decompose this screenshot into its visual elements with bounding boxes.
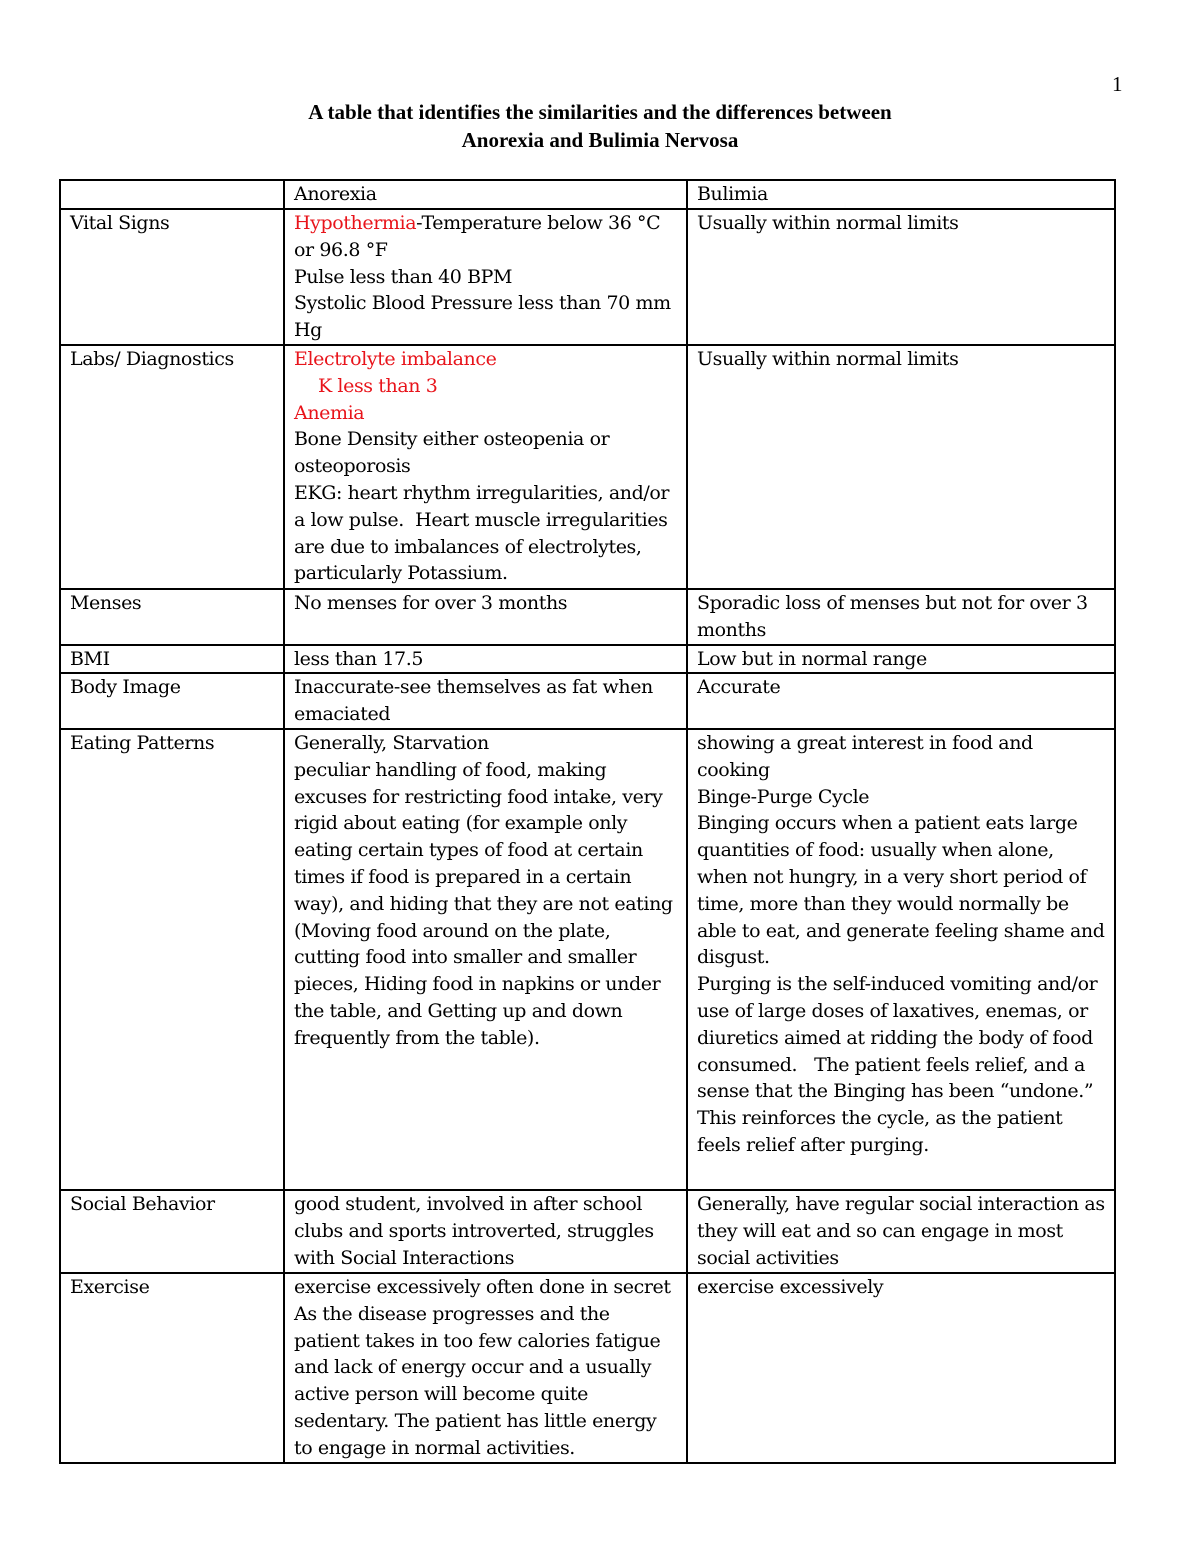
anorexia-cell — [284, 209, 687, 345]
bulimia-cell: exercise excessively — [687, 1273, 1115, 1463]
blood-pressure-text: Systolic Blood Pressure less than 70 mm Hg — [294, 292, 677, 342]
binging-text: Binging occurs when a patient eats large quantities of food: usually when alone, when not hungry, in a very short period of time, more than they would normally be able to eat, and generate feeling shame and disgust. — [697, 812, 1111, 969]
anorexia-cell: less than 17.5 — [284, 645, 687, 674]
eating-detail-text: peculiar handling of food, making excuses for restricting food intake, very rigid about eating (for example only eating certain types of food at certain times if food is prepared in a certain way), and hiding that they are not eating (Moving food around on the plate, cutting food into smaller and smaller pieces, Hiding food in napkins or under the table, and Getting up and down frequently from the table). — [294, 758, 679, 1049]
row-label: Exercise — [60, 1273, 284, 1463]
row-vital-signs — [60, 209, 1115, 345]
electrolyte-highlight: Electrolyte imbalance — [294, 348, 497, 370]
row-body-image — [60, 673, 1115, 729]
bulimia-cell: Usually within normal limits — [687, 345, 1115, 589]
row-label: Labs/ Diagnostics — [60, 345, 284, 589]
row-label: Eating Patterns — [60, 729, 284, 1190]
bulimia-cell: Usually within normal limits — [687, 209, 1115, 345]
title-line-1: A table that identifies the similarities and the differences between — [308, 100, 892, 124]
row-label: Body Image — [60, 673, 284, 729]
row-social-behavior — [60, 1190, 1115, 1273]
anemia-highlight: Anemia — [294, 401, 365, 424]
row-menses — [60, 589, 1115, 645]
document-title — [0, 98, 1200, 154]
exercise-secret-text: exercise excessively often done in secret — [294, 1275, 671, 1298]
pulse-text: Pulse less than 40 BPM — [294, 265, 513, 288]
hypothermia-highlight: Hypothermia — [294, 212, 417, 234]
anorexia-cell — [284, 345, 687, 589]
food-interest-text: showing a great interest in food and cooking — [697, 731, 1039, 781]
anorexia-cell — [284, 1273, 687, 1463]
comparison-table — [59, 179, 1116, 1464]
row-label: BMI — [60, 645, 284, 674]
vital-temp-text — [294, 210, 678, 264]
anorexia-cell: No menses for over 3 months — [284, 589, 687, 645]
row-labs-diagnostics — [60, 345, 1115, 589]
title-line-2: Anorexia and Bulimia Nervosa — [461, 128, 739, 152]
row-label: Menses — [60, 589, 284, 645]
header-bulimia: Bulimia — [687, 180, 1115, 209]
purging-text: Purging is the self-induced vomiting and/or use of large doses of laxatives, enemas, or diuretics aimed at ridding the body of food consumed. The patient feels relief, and a sense that the Binging has been “undone.” This reinforces the cycle, as the patient feels relief after purging. — [697, 973, 1105, 1156]
potassium-highlight: K less than 3 — [318, 374, 438, 397]
binge-purge-text: Binge-Purge Cycle — [697, 785, 870, 808]
bulimia-cell: Accurate — [687, 673, 1115, 729]
anorexia-cell: good student, involved in after school clubs and sports introverted, struggles with Social Interactions — [284, 1190, 687, 1273]
row-label: Social Behavior — [60, 1190, 284, 1273]
temperature-text: -Temperature below 36 °C or 96.8 °F — [294, 212, 661, 261]
header-blank-cell — [60, 180, 284, 209]
bulimia-cell: Generally, have regular social interaction as they will eat and so can engage in most social activities — [687, 1190, 1115, 1273]
page-number: 1 — [1112, 72, 1123, 96]
anorexia-cell — [284, 729, 687, 1190]
exercise-detail-text: As the disease progresses and the patient takes in too few calories fatigue and lack of energy occur and a usually active person will become quite sedentary. The patient has little energy to engage in normal activities. — [294, 1302, 666, 1459]
ekg-text: EKG: heart rhythm irregularities, and/or a low pulse. Heart muscle irregularities are due to imbalances of electrolytes, particularly Potassium. — [294, 481, 675, 585]
row-bmi — [60, 645, 1115, 674]
bone-density-text: Bone Density either osteopenia or osteoporosis — [294, 428, 615, 478]
bulimia-cell: Low but in normal range — [687, 645, 1115, 674]
bulimia-cell — [687, 729, 1115, 1190]
table-header-row — [60, 180, 1115, 209]
bulimia-cell: Sporadic loss of menses but not for over 3 months — [687, 589, 1115, 645]
anorexia-cell: Inaccurate-see themselves as fat when emaciated — [284, 673, 687, 729]
row-eating-patterns — [60, 729, 1115, 1190]
header-anorexia: Anorexia — [284, 180, 687, 209]
row-label: Vital Signs — [60, 209, 284, 345]
row-exercise — [60, 1273, 1115, 1463]
starvation-text: Generally, Starvation — [294, 731, 489, 754]
